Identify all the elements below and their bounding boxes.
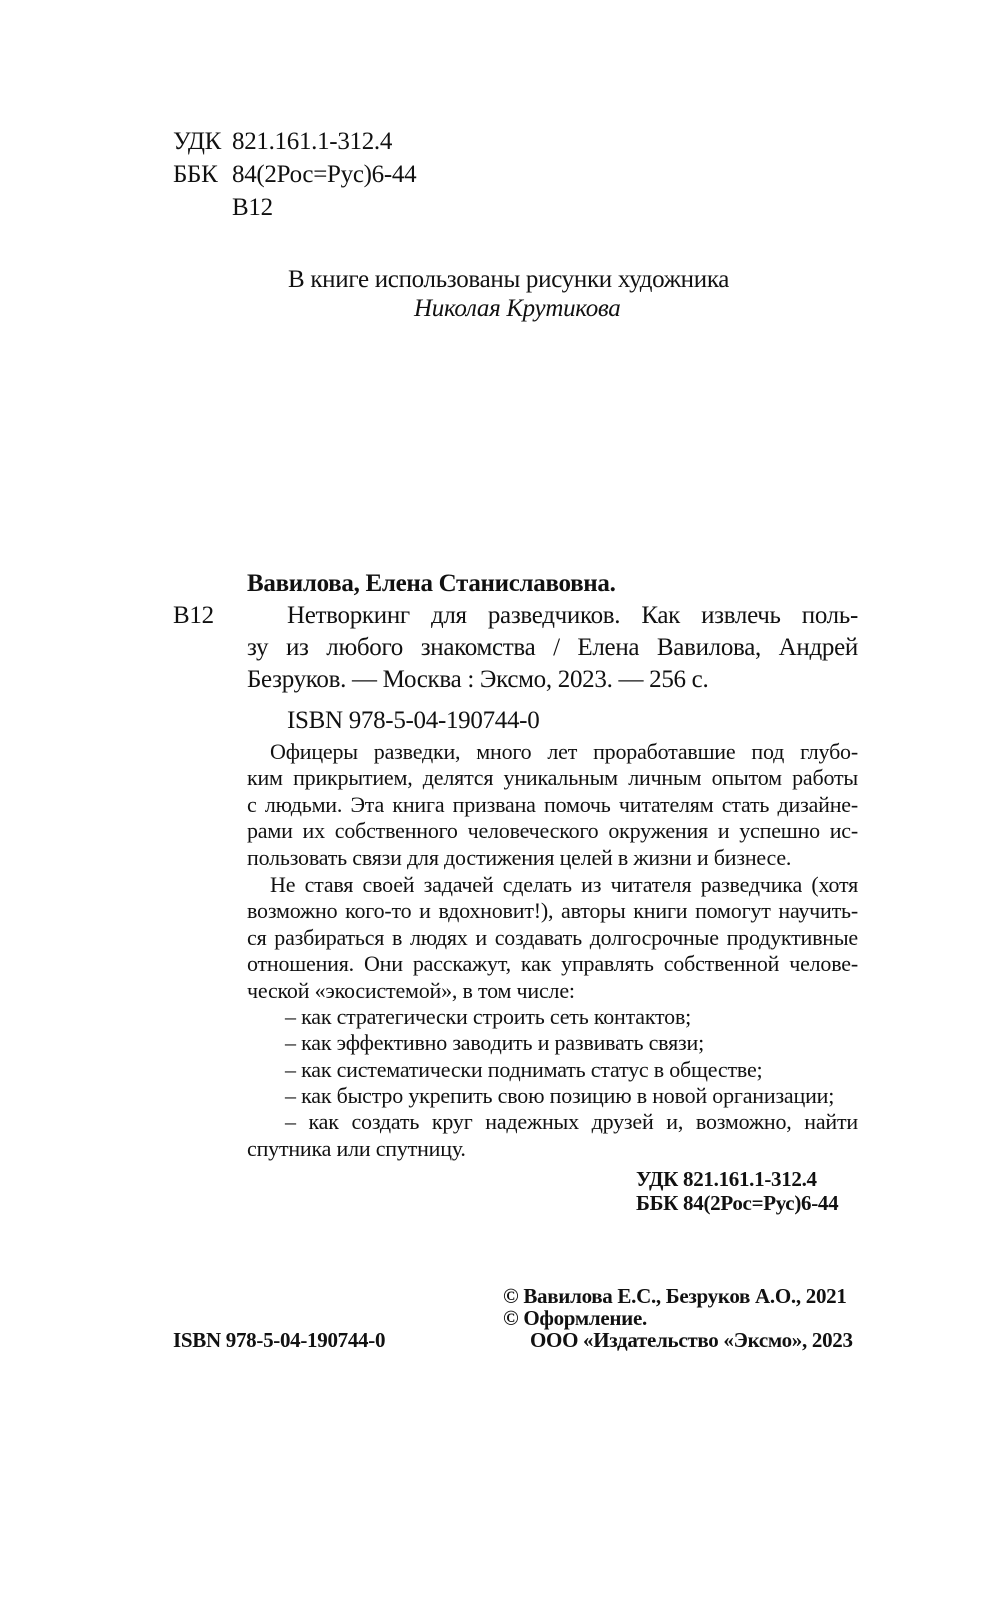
- annotation-line: отношения. Они расскажут, как управлять собственной челове-: [247, 951, 858, 976]
- annotation-line: спутника или спутницу.: [247, 1136, 466, 1161]
- annotation-line: пользовать связи для достижения целей в жизни и бизнесе.: [247, 845, 792, 870]
- annotation-line: с людьми. Эта книга призвана помочь читателям стать дизайне-: [247, 792, 858, 817]
- footer-udk: УДК 821.161.1-312.4: [636, 1167, 817, 1191]
- record-isbn: ISBN 978-5-04-190744-0: [287, 707, 540, 734]
- author-mark: В12: [232, 194, 273, 221]
- illustrations-line: В книге использованы рисунки художника: [288, 266, 730, 293]
- author-heading: Вавилова, Елена Станиславовна.: [247, 570, 616, 597]
- annotation-line: ким прикрытием, делятся уникальным личным опытом работы: [247, 765, 858, 790]
- udk-label: УДК: [173, 128, 222, 155]
- list-item: – как быстро укрепить свою позицию в новой организации;: [285, 1083, 835, 1108]
- copyright-design: © Оформление.: [503, 1306, 647, 1330]
- footer-bbk: ББК 84(2Рос=Рус)6-44: [636, 1191, 839, 1215]
- copyright-authors: © Вавилова Е.С., Безруков А.О., 2021: [503, 1284, 847, 1308]
- annotation-line: Не ставя своей задачей сделать из читателя разведчика (хотя: [270, 872, 858, 897]
- annotation-line: ческой «экосистемой», в том числе:: [247, 978, 575, 1003]
- list-item: – как систематически поднимать статус в обществе;: [285, 1057, 763, 1082]
- list-item: – как эффективно заводить и развивать связи;: [285, 1030, 704, 1055]
- copyright-publisher: ООО «Издательство «Эксмо», 2023: [530, 1328, 853, 1352]
- annotation-line: Офицеры разведки, много лет проработавшие под глубо-: [270, 739, 858, 764]
- bbk-label: ББК: [173, 161, 218, 188]
- list-item: – как стратегически строить сеть контактов;: [285, 1004, 692, 1029]
- title-line: зу из любого знакомства / Елена Вавилова, Андрей: [247, 634, 858, 661]
- annotation-line: ся разбираться в людях и создавать долгосрочные продуктивные: [247, 925, 858, 950]
- copyright-isbn: ISBN 978-5-04-190744-0: [173, 1328, 386, 1352]
- list-item: – как создать круг надежных друзей и, возможно, найти: [285, 1109, 858, 1134]
- udk-value: 821.161.1-312.4: [232, 128, 393, 155]
- annotation-line: возможно кого-то и вдохновит!), авторы книги помогут научить-: [247, 898, 858, 923]
- artist-name: Николая Крутикова: [414, 295, 621, 322]
- title-line: Безруков. — Москва : Эксмо, 2023. — 256 с.: [247, 666, 709, 693]
- title-line: Нетворкинг для разведчиков. Как извлечь поль-: [287, 602, 858, 629]
- bbk-value: 84(2Рос=Рус)6-44: [232, 161, 417, 188]
- record-author-mark: В12: [173, 602, 214, 629]
- annotation-line: рами их собственного человеческого окружения и успешно ис-: [247, 818, 858, 843]
